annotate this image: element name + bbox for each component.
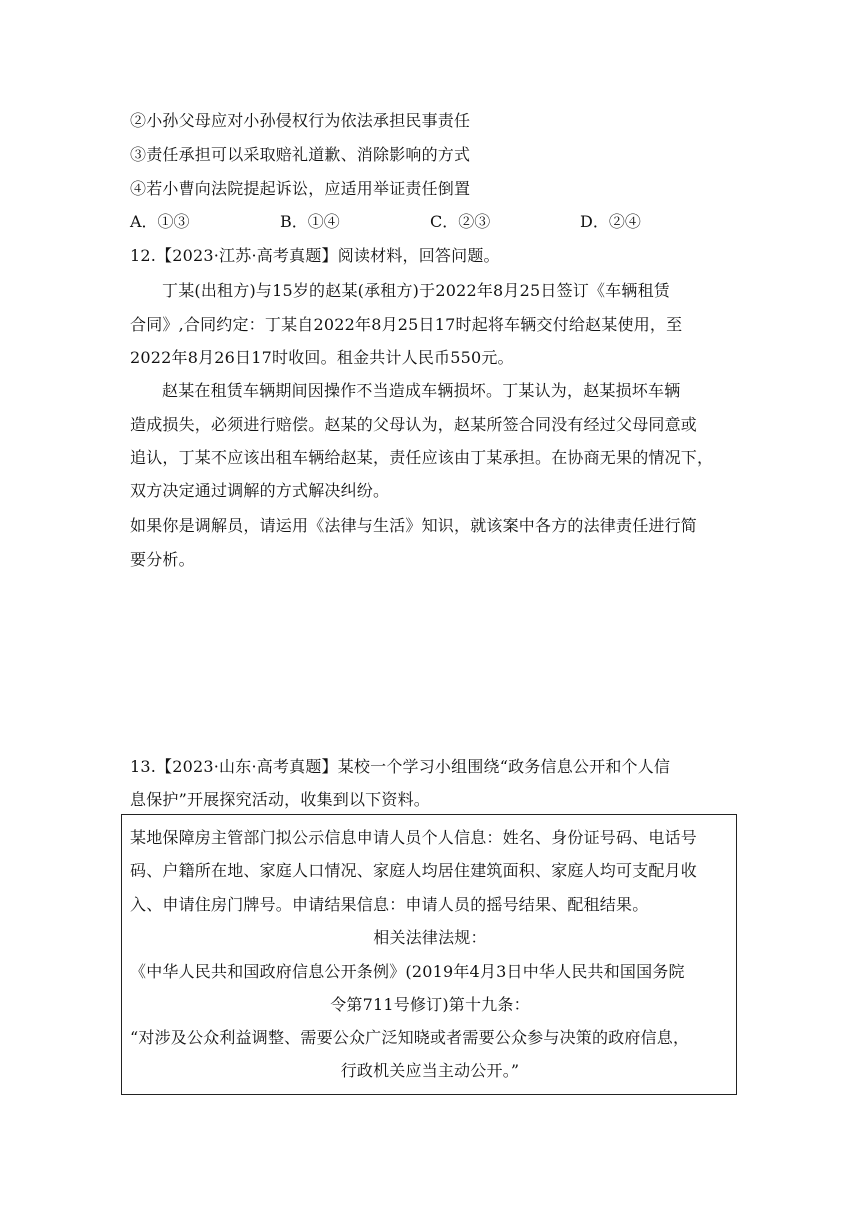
q12-question-line: 要分析。 [130,550,195,569]
q12-question-line: 如果你是调解员，请运用《法律与生活》知识，就该案中各方的法律责任进行简 [130,516,698,535]
q11-options [130,212,730,236]
q13-material-box [121,814,737,1095]
law-line: 《中华人民共和国政府信息公开条例》(2019年4月3日中华人民共和国国务院 [130,962,685,981]
q11-item-4: ④若小曹向法院提起诉讼，应适用举证责任倒置 [130,179,471,198]
q12-header: 12.【2023·江苏·高考真题】阅读材料，回答问题。 [130,246,500,265]
quote-line: 行政机关应当主动公开。” [340,1061,520,1080]
option-b[interactable]: B．①④ [280,212,340,231]
q12-paragraph2-line: 双方决定通过调解的方式解决纠纷。 [130,481,390,500]
q12-paragraph2-line: 赵某在租赁车辆期间因操作不当造成车辆损坏。丁某认为，赵某损坏车辆 [162,381,681,400]
option-c[interactable]: C．②③ [430,212,491,231]
q12-paragraph2-line: 追认，丁某不应该出租车辆给赵某，责任应该由丁某承担。在协商无果的情况下， [130,448,714,467]
law-line: 令第711号修订)第十九条： [330,995,530,1014]
q13-header-line: 13.【2023·山东·高考真题】某校一个学习小组围绕“政务信息公开和个人信 [130,757,671,776]
q12-paragraph1-line: 合同》,合同约定：丁某自2022年8月25日17时起将车辆交付给赵某使用，至 [130,315,683,334]
material-line: 入、申请住房门牌号。申请结果信息：申请人员的摇号结果、配租结果。 [130,895,649,914]
q11-item-3: ③责任承担可以采取赔礼道歉、消除影响的方式 [130,145,471,164]
q12-paragraph1-line: 丁某(出租方)与15岁的赵某(承租方)于2022年8月25日签订《车辆租赁 [162,281,670,300]
q12-paragraph1-line: 2022年8月26日17时收回。租金共计人民币550元。 [130,348,514,367]
q13-header-line: 息保护”开展探究活动，收集到以下资料。 [130,790,430,809]
material-line: 某地保障房主管部门拟公示信息申请人员个人信息：姓名、身份证号码、电话号 [130,828,698,847]
quote-line: “对涉及公众利益调整、需要公众广泛知晓或者需要公众参与决策的政府信息， [130,1028,690,1047]
material-line: 码、户籍所在地、家庭人口情况、家庭人均居住建筑面积、家庭人均可支配月收 [130,861,698,880]
law-title: 相关法律法规： [373,928,487,947]
option-d[interactable]: D．②④ [580,212,641,231]
q11-item-2: ②小孙父母应对小孙侵权行为依法承担民事责任 [130,111,471,130]
option-a[interactable]: A．①③ [130,212,190,231]
q12-paragraph2-line: 造成损失，必须进行赔偿。赵某的父母认为，赵某所签合同没有经过父母同意或 [130,415,698,434]
